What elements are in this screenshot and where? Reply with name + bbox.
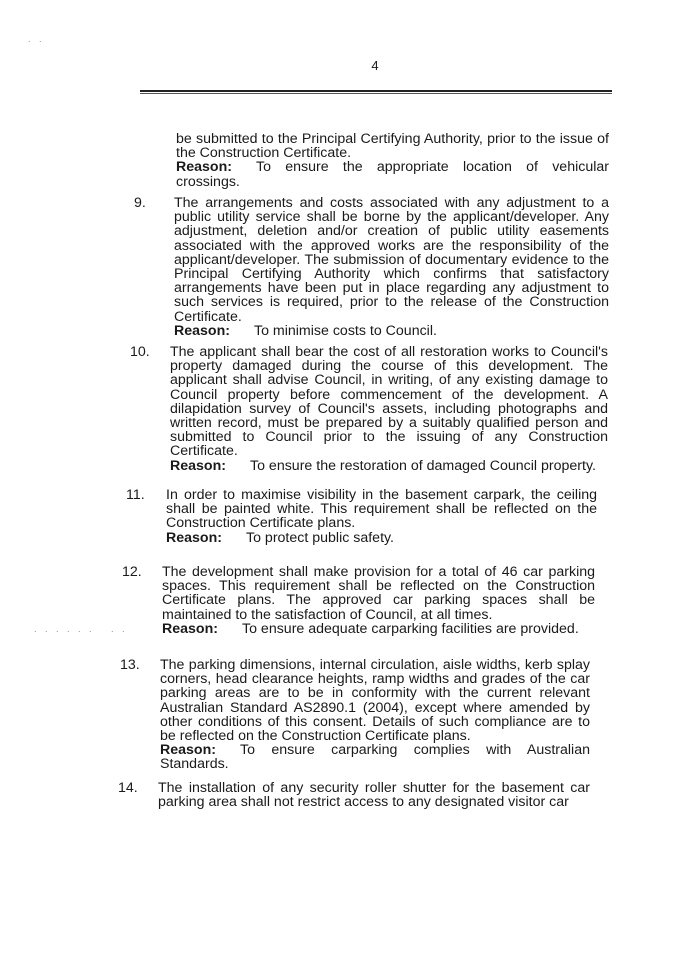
condition-body	[176, 132, 609, 189]
header-rule	[140, 90, 612, 94]
page-number: 4	[371, 58, 379, 73]
condition-text: The arrangements and costs associated with any adjustment to a public utility service shall be borne by the applicant/developer. Any adjustment, deletion and/or creation of public utility easements associated with the approved works are the responsibility of the applicant/developer. The submission of documentary evidence to the Principal Certifying Authority which confirms that satisfactory arrangements have been put in place regarding any adjustment to such services is required, prior to the release of the Construction Certificate.	[174, 195, 609, 325]
condition-text: be submitted to the Principal Certifying Authority, prior to the issue of the Construction Certificate.	[176, 131, 609, 162]
reason-text: To ensure the restoration of damaged Council property.	[250, 457, 596, 474]
reason-text: To ensure carparking complies with Australian Standards.	[160, 742, 590, 773]
condition-number: 14.	[118, 780, 138, 796]
condition-number: 10.	[130, 344, 150, 360]
condition-number: 13.	[120, 657, 140, 673]
reason-label: Reason:	[174, 322, 230, 339]
condition-body	[174, 196, 609, 338]
reason-label: Reason:	[176, 159, 232, 176]
condition-text: The parking dimensions, internal circulation, aisle widths, kerb splay corners, head clearance heights, ramp widths and grades of the car parking areas are to be in conformity with the current relevant Australian Standard AS2890.1 (2004), except where amended by other conditions of this consent. Details of such compliance are to be reflected on the Construction Certificate plans.	[160, 657, 590, 745]
reason-text: To ensure the appropriate location of vehicular crossings.	[176, 159, 609, 190]
condition-text: The applicant shall bear the cost of all restoration works to Council's property damaged during the course of this development. The applicant shall advise Council, in writing, of any existing damage to Council property before commencement of the development. A dilapidation survey of Council's assets, including photographs and written record, must be prepared by a suitably qualified person and submitted to Council prior to the issuing of any Construction Certificate.	[170, 344, 608, 460]
reason-label: Reason:	[170, 457, 226, 474]
condition-number: 11.	[126, 487, 145, 503]
reason-label: Reason:	[162, 620, 218, 637]
condition-text: The development shall make provision for a total of 46 car parking spaces. This requirement shall be reflected on the Construction Certificate plans. The approved car parking spaces shall be maintained to the satisfaction of Council, at all times.	[162, 564, 595, 623]
condition-reason	[174, 324, 609, 338]
condition-text: In order to maximise visibility in the basement carpark, the ceiling shall be painted white. This requirement shall be reflected on the Construction Certificate plans.	[166, 487, 597, 532]
condition-body	[160, 658, 590, 772]
condition-reason	[176, 160, 609, 188]
condition-body	[162, 565, 595, 636]
reason-label: Reason:	[166, 529, 222, 546]
condition-reason	[162, 622, 595, 636]
condition-body	[158, 781, 590, 809]
condition-number: 9.	[134, 195, 146, 211]
reason-text: To protect public safety.	[246, 529, 394, 546]
reason-text: To ensure adequate carparking facilities are provided.	[242, 620, 579, 637]
condition-reason	[166, 531, 597, 545]
scan-speckle: . . . . . . . .	[34, 624, 128, 634]
condition-reason	[170, 459, 608, 473]
condition-body	[170, 345, 608, 473]
condition-body	[166, 488, 597, 545]
condition-text: The installation of any security roller shutter for the basement car parking area shall not restrict access to any designated visitor car	[158, 780, 590, 811]
condition-reason	[160, 743, 590, 771]
reason-label: Reason:	[160, 742, 216, 759]
condition-number: 12.	[122, 564, 142, 580]
scan-speckle: . .	[28, 34, 45, 44]
reason-text: To minimise costs to Council.	[254, 322, 437, 339]
